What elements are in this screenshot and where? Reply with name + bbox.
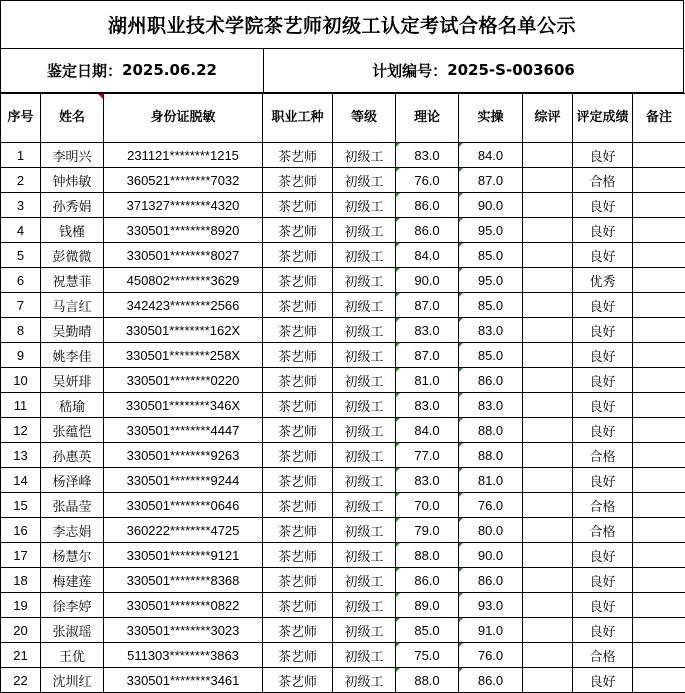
cell-overall[interactable]: [523, 668, 573, 693]
cell-theory[interactable]: 88.0: [396, 543, 459, 568]
cell-id[interactable]: 330501********0220: [104, 368, 263, 393]
cell-remarks[interactable]: [633, 593, 685, 618]
cell-overall[interactable]: [523, 543, 573, 568]
cell-practice[interactable]: 90.0: [459, 193, 523, 218]
cell-remarks[interactable]: [633, 243, 685, 268]
cell-remarks[interactable]: [633, 618, 685, 643]
plan-label: 计划编号：: [372, 61, 448, 80]
cell-id[interactable]: 330501********9244: [104, 468, 263, 493]
cell-level[interactable]: 初级工: [333, 168, 396, 193]
cell-name[interactable]: 姚李佳: [41, 343, 104, 368]
cell-id[interactable]: 511303********3863: [104, 643, 263, 668]
cell-serial[interactable]: 5: [1, 243, 41, 268]
cell-remarks[interactable]: [633, 643, 685, 668]
cell-id[interactable]: 360521********7032: [104, 168, 263, 193]
cell-practice[interactable]: 83.0: [459, 393, 523, 418]
cell-name[interactable]: 吴妍琲: [41, 368, 104, 393]
cell-grade[interactable]: 良好: [573, 393, 633, 418]
cell-level[interactable]: 初级工: [333, 643, 396, 668]
cell-occupation[interactable]: 茶艺师: [263, 618, 333, 643]
cell-theory[interactable]: 90.0: [396, 268, 459, 293]
cell-remarks[interactable]: [633, 168, 685, 193]
cell-serial[interactable]: 9: [1, 343, 41, 368]
cell-level[interactable]: 初级工: [333, 368, 396, 393]
date-label: 鉴定日期：: [47, 61, 123, 80]
cell-id[interactable]: 330501********4447: [104, 418, 263, 443]
cell-overall[interactable]: [523, 368, 573, 393]
cell-remarks[interactable]: [633, 343, 685, 368]
cell-serial[interactable]: 14: [1, 468, 41, 493]
cell-grade[interactable]: 合格: [573, 493, 633, 518]
cell-level[interactable]: 初级工: [333, 618, 396, 643]
cell-theory[interactable]: 79.0: [396, 518, 459, 543]
cell-remarks[interactable]: [633, 368, 685, 393]
cell-theory[interactable]: 81.0: [396, 368, 459, 393]
cell-name[interactable]: 徐李婷: [41, 593, 104, 618]
cell-theory[interactable]: 84.0: [396, 418, 459, 443]
cell-name[interactable]: 王优: [41, 643, 104, 668]
cell-serial[interactable]: 12: [1, 418, 41, 443]
cell-practice[interactable]: 86.0: [459, 568, 523, 593]
results-table: [0, 93, 685, 693]
cell-overall[interactable]: [523, 468, 573, 493]
cell-remarks[interactable]: [633, 193, 685, 218]
cell-practice[interactable]: 87.0: [459, 168, 523, 193]
cell-id[interactable]: 330501********9121: [104, 543, 263, 568]
cell-id[interactable]: 360222********4725: [104, 518, 263, 543]
cell-remarks[interactable]: [633, 543, 685, 568]
cell-theory[interactable]: 89.0: [396, 593, 459, 618]
cell-remarks[interactable]: [633, 493, 685, 518]
cell-theory[interactable]: 76.0: [396, 168, 459, 193]
cell-name[interactable]: 李志娟: [41, 518, 104, 543]
plan-value: 2025-S-003606: [447, 61, 575, 79]
cell-overall[interactable]: [523, 293, 573, 318]
cell-occupation[interactable]: 茶艺师: [263, 143, 333, 168]
cell-serial[interactable]: 7: [1, 293, 41, 318]
cell-theory[interactable]: 86.0: [396, 193, 459, 218]
cell-practice[interactable]: 85.0: [459, 243, 523, 268]
cell-id[interactable]: 330501********0822: [104, 593, 263, 618]
cell-grade[interactable]: 良好: [573, 143, 633, 168]
plan-number: [264, 48, 683, 92]
cell-overall[interactable]: [523, 268, 573, 293]
cell-name[interactable]: 张蕴恺: [41, 418, 104, 443]
cell-practice[interactable]: 85.0: [459, 343, 523, 368]
cell-level[interactable]: 初级工: [333, 443, 396, 468]
cell-occupation[interactable]: 茶艺师: [263, 393, 333, 418]
header-theory: 理论: [396, 94, 459, 143]
cell-id[interactable]: 330501********162X: [104, 318, 263, 343]
cell-serial[interactable]: 10: [1, 368, 41, 393]
cell-overall[interactable]: [523, 493, 573, 518]
cell-grade[interactable]: 合格: [573, 443, 633, 468]
table-row[interactable]: [1, 418, 685, 443]
cell-overall[interactable]: [523, 143, 573, 168]
cell-practice[interactable]: 95.0: [459, 218, 523, 243]
cell-grade[interactable]: 合格: [573, 643, 633, 668]
cell-id[interactable]: 330501********8027: [104, 243, 263, 268]
cell-occupation[interactable]: 茶艺师: [263, 518, 333, 543]
cell-level[interactable]: 初级工: [333, 193, 396, 218]
table-row[interactable]: [1, 493, 685, 518]
cell-id[interactable]: 330501********9263: [104, 443, 263, 468]
cell-practice[interactable]: 83.0: [459, 318, 523, 343]
cell-grade[interactable]: 良好: [573, 368, 633, 393]
cell-name[interactable]: 孙惠英: [41, 443, 104, 468]
cell-level[interactable]: 初级工: [333, 418, 396, 443]
cell-theory[interactable]: 87.0: [396, 293, 459, 318]
header-level: 等级: [333, 94, 396, 143]
cell-level[interactable]: 初级工: [333, 468, 396, 493]
header-overall: 综评: [523, 94, 573, 143]
cell-occupation[interactable]: 茶艺师: [263, 568, 333, 593]
cell-overall[interactable]: [523, 568, 573, 593]
cell-overall[interactable]: [523, 393, 573, 418]
cell-serial[interactable]: 19: [1, 593, 41, 618]
cell-serial[interactable]: 21: [1, 643, 41, 668]
cell-name[interactable]: 张淑瑶: [41, 618, 104, 643]
cell-level[interactable]: 初级工: [333, 543, 396, 568]
cell-occupation[interactable]: 茶艺师: [263, 543, 333, 568]
cell-occupation[interactable]: 茶艺师: [263, 193, 333, 218]
page-title: 湖州职业技术学院茶艺师初级工认定考试合格名单公示: [0, 0, 684, 49]
cell-id[interactable]: 371327********4320: [104, 193, 263, 218]
cell-theory[interactable]: 85.0: [396, 618, 459, 643]
cell-theory[interactable]: 84.0: [396, 243, 459, 268]
cell-id[interactable]: 330501********8920: [104, 218, 263, 243]
table-row[interactable]: [1, 443, 685, 468]
cell-practice[interactable]: 90.0: [459, 543, 523, 568]
cell-serial[interactable]: 3: [1, 193, 41, 218]
cell-remarks[interactable]: [633, 518, 685, 543]
cell-theory[interactable]: 87.0: [396, 343, 459, 368]
cell-occupation[interactable]: 茶艺师: [263, 368, 333, 393]
cell-overall[interactable]: [523, 243, 573, 268]
cell-id[interactable]: 330501********346X: [104, 393, 263, 418]
cell-remarks[interactable]: [633, 443, 685, 468]
header-occupation: 职业工种: [263, 94, 333, 143]
table-row[interactable]: [1, 668, 685, 693]
cell-name[interactable]: 马言红: [41, 293, 104, 318]
cell-grade[interactable]: 良好: [573, 568, 633, 593]
cell-name[interactable]: 彭微微: [41, 243, 104, 268]
cell-name[interactable]: 孙秀娟: [41, 193, 104, 218]
cell-practice[interactable]: 76.0: [459, 493, 523, 518]
cell-overall[interactable]: [523, 193, 573, 218]
cell-grade[interactable]: 良好: [573, 218, 633, 243]
table-row[interactable]: [1, 318, 685, 343]
cell-remarks[interactable]: [633, 668, 685, 693]
table-row[interactable]: [1, 218, 685, 243]
cell-serial[interactable]: 17: [1, 543, 41, 568]
cell-overall[interactable]: [523, 218, 573, 243]
cell-serial[interactable]: 11: [1, 393, 41, 418]
cell-practice[interactable]: 86.0: [459, 368, 523, 393]
cell-occupation[interactable]: 茶艺师: [263, 493, 333, 518]
cell-theory[interactable]: 88.0: [396, 668, 459, 693]
cell-level[interactable]: 初级工: [333, 518, 396, 543]
cell-practice[interactable]: 88.0: [459, 418, 523, 443]
header-id: 身份证脱敏: [104, 94, 263, 143]
cell-grade[interactable]: 良好: [573, 243, 633, 268]
cell-occupation[interactable]: 茶艺师: [263, 668, 333, 693]
cell-overall[interactable]: [523, 618, 573, 643]
cell-level[interactable]: 初级工: [333, 243, 396, 268]
cell-remarks[interactable]: [633, 218, 685, 243]
cell-occupation[interactable]: 茶艺师: [263, 318, 333, 343]
cell-name[interactable]: 张晶莹: [41, 493, 104, 518]
cell-serial[interactable]: 8: [1, 318, 41, 343]
table-row[interactable]: [1, 168, 685, 193]
header-grade: 评定成绩: [573, 94, 633, 143]
header-row: [1, 94, 685, 143]
table-row[interactable]: [1, 193, 685, 218]
cell-grade[interactable]: 良好: [573, 543, 633, 568]
cell-level[interactable]: 初级工: [333, 668, 396, 693]
cell-name[interactable]: 沈圳红: [41, 668, 104, 693]
cell-grade[interactable]: 良好: [573, 193, 633, 218]
table-row[interactable]: [1, 593, 685, 618]
table-row[interactable]: [1, 468, 685, 493]
table-row[interactable]: [1, 618, 685, 643]
cell-occupation[interactable]: 茶艺师: [263, 293, 333, 318]
table-row[interactable]: [1, 143, 685, 168]
table-body: [1, 143, 685, 693]
cell-theory[interactable]: 83.0: [396, 468, 459, 493]
cell-grade[interactable]: 合格: [573, 518, 633, 543]
cell-grade[interactable]: 良好: [573, 318, 633, 343]
table-row[interactable]: [1, 243, 685, 268]
cell-name[interactable]: 嵇瑜: [41, 393, 104, 418]
cell-level[interactable]: 初级工: [333, 393, 396, 418]
table-row[interactable]: [1, 368, 685, 393]
cell-id[interactable]: 231121********1215: [104, 143, 263, 168]
cell-name[interactable]: 吴勤晴: [41, 318, 104, 343]
cell-overall[interactable]: [523, 518, 573, 543]
cell-serial[interactable]: 22: [1, 668, 41, 693]
cell-remarks[interactable]: [633, 293, 685, 318]
cell-grade[interactable]: 良好: [573, 293, 633, 318]
cell-serial[interactable]: 6: [1, 268, 41, 293]
cell-practice[interactable]: 85.0: [459, 293, 523, 318]
cell-occupation[interactable]: 茶艺师: [263, 418, 333, 443]
date-value: 2025.06.22: [122, 61, 217, 79]
cell-name[interactable]: 杨慧尔: [41, 543, 104, 568]
cell-remarks[interactable]: [633, 418, 685, 443]
cell-theory[interactable]: 86.0: [396, 218, 459, 243]
table-row[interactable]: [1, 568, 685, 593]
cell-occupation[interactable]: 茶艺师: [263, 268, 333, 293]
cell-serial[interactable]: 15: [1, 493, 41, 518]
cell-theory[interactable]: 75.0: [396, 643, 459, 668]
cell-level[interactable]: 初级工: [333, 343, 396, 368]
cell-overall[interactable]: [523, 643, 573, 668]
cell-occupation[interactable]: 茶艺师: [263, 593, 333, 618]
cell-overall[interactable]: [523, 168, 573, 193]
cell-level[interactable]: 初级工: [333, 318, 396, 343]
table-row[interactable]: [1, 293, 685, 318]
cell-serial[interactable]: 20: [1, 618, 41, 643]
cell-id[interactable]: 330501********3023: [104, 618, 263, 643]
cell-grade[interactable]: 优秀: [573, 268, 633, 293]
cell-grade[interactable]: 良好: [573, 343, 633, 368]
cell-serial[interactable]: 18: [1, 568, 41, 593]
cell-remarks[interactable]: [633, 568, 685, 593]
cell-overall[interactable]: [523, 443, 573, 468]
cell-name[interactable]: 钟炜敏: [41, 168, 104, 193]
table-row[interactable]: [1, 518, 685, 543]
cell-level[interactable]: 初级工: [333, 268, 396, 293]
cell-overall[interactable]: [523, 318, 573, 343]
cell-id[interactable]: 342423********2566: [104, 293, 263, 318]
cell-level[interactable]: 初级工: [333, 218, 396, 243]
cell-grade[interactable]: 良好: [573, 618, 633, 643]
cell-theory[interactable]: 83.0: [396, 143, 459, 168]
cell-id[interactable]: 330501********8368: [104, 568, 263, 593]
cell-practice[interactable]: 80.0: [459, 518, 523, 543]
cell-theory[interactable]: 83.0: [396, 393, 459, 418]
cell-serial[interactable]: 13: [1, 443, 41, 468]
cell-occupation[interactable]: 茶艺师: [263, 218, 333, 243]
cell-level[interactable]: 初级工: [333, 493, 396, 518]
cell-name[interactable]: 杨泽峰: [41, 468, 104, 493]
cell-remarks[interactable]: [633, 318, 685, 343]
cell-remarks[interactable]: [633, 143, 685, 168]
appraisal-date: [1, 48, 264, 92]
cell-serial[interactable]: 1: [1, 143, 41, 168]
cell-occupation[interactable]: 茶艺师: [263, 168, 333, 193]
cell-name[interactable]: 李明兴: [41, 143, 104, 168]
cell-overall[interactable]: [523, 593, 573, 618]
cell-id[interactable]: 330501********0646: [104, 493, 263, 518]
cell-level[interactable]: 初级工: [333, 293, 396, 318]
cell-name[interactable]: 钱槿: [41, 218, 104, 243]
cell-practice[interactable]: 86.0: [459, 668, 523, 693]
cell-occupation[interactable]: 茶艺师: [263, 468, 333, 493]
cell-practice[interactable]: 81.0: [459, 468, 523, 493]
cell-serial[interactable]: 16: [1, 518, 41, 543]
cell-practice[interactable]: 91.0: [459, 618, 523, 643]
header-remarks: 备注: [633, 94, 685, 143]
header-practice: 实操: [459, 94, 523, 143]
cell-overall[interactable]: [523, 418, 573, 443]
cell-grade[interactable]: 良好: [573, 668, 633, 693]
cell-name[interactable]: 祝慧菲: [41, 268, 104, 293]
cell-level[interactable]: 初级工: [333, 143, 396, 168]
cell-overall[interactable]: [523, 343, 573, 368]
cell-level[interactable]: 初级工: [333, 593, 396, 618]
cell-name[interactable]: 梅建莲: [41, 568, 104, 593]
table-row[interactable]: [1, 393, 685, 418]
cell-theory[interactable]: 86.0: [396, 568, 459, 593]
cell-theory[interactable]: 83.0: [396, 318, 459, 343]
cell-theory[interactable]: 77.0: [396, 443, 459, 468]
cell-theory[interactable]: 70.0: [396, 493, 459, 518]
cell-occupation[interactable]: 茶艺师: [263, 243, 333, 268]
cell-grade[interactable]: 良好: [573, 468, 633, 493]
cell-practice[interactable]: 93.0: [459, 593, 523, 618]
table-row[interactable]: [1, 268, 685, 293]
cell-grade[interactable]: 合格: [573, 168, 633, 193]
cell-remarks[interactable]: [633, 468, 685, 493]
table-row[interactable]: [1, 643, 685, 668]
cell-practice[interactable]: 95.0: [459, 268, 523, 293]
cell-id[interactable]: 330501********258X: [104, 343, 263, 368]
cell-occupation[interactable]: 茶艺师: [263, 443, 333, 468]
cell-practice[interactable]: 76.0: [459, 643, 523, 668]
cell-grade[interactable]: 良好: [573, 418, 633, 443]
cell-practice[interactable]: 88.0: [459, 443, 523, 468]
cell-remarks[interactable]: [633, 393, 685, 418]
cell-level[interactable]: 初级工: [333, 568, 396, 593]
cell-serial[interactable]: 4: [1, 218, 41, 243]
cell-occupation[interactable]: 茶艺师: [263, 643, 333, 668]
cell-occupation[interactable]: 茶艺师: [263, 343, 333, 368]
info-row: [0, 48, 684, 93]
table-row[interactable]: [1, 343, 685, 368]
cell-id[interactable]: 330501********3461: [104, 668, 263, 693]
cell-id[interactable]: 450802********3629: [104, 268, 263, 293]
header-serial: 序号: [1, 94, 41, 143]
cell-practice[interactable]: 84.0: [459, 143, 523, 168]
cell-grade[interactable]: 良好: [573, 593, 633, 618]
cell-remarks[interactable]: [633, 268, 685, 293]
table-row[interactable]: [1, 543, 685, 568]
cell-serial[interactable]: 2: [1, 168, 41, 193]
header-name: 姓名: [41, 94, 104, 143]
